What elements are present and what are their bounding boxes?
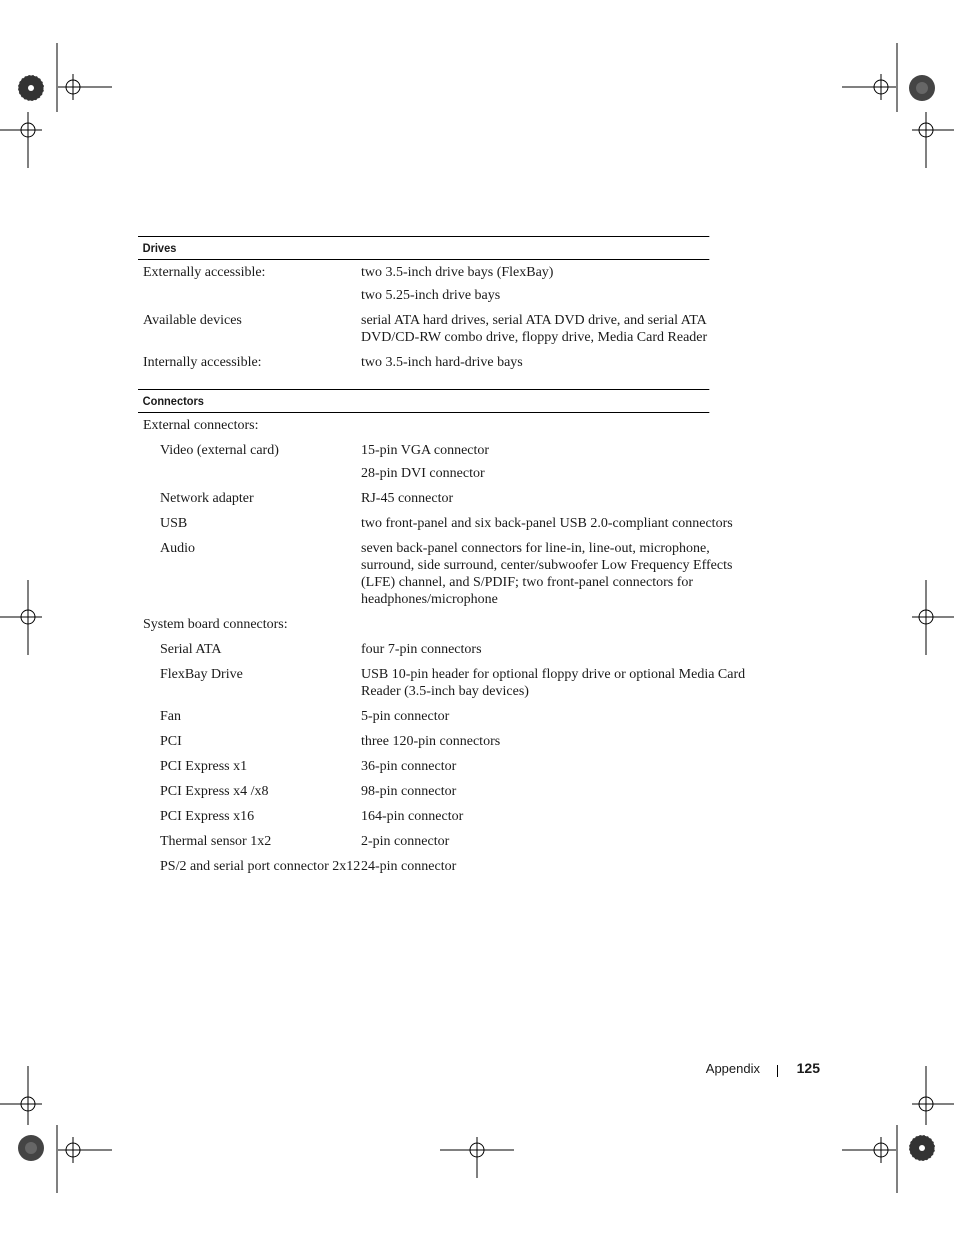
row-label: Thermal sensor 1x2 [160, 834, 272, 849]
table-row [138, 354, 759, 371]
row-label: PCI Express x16 [160, 809, 255, 824]
table-row [138, 287, 759, 304]
footer-divider [777, 1065, 778, 1077]
drives-table [138, 236, 759, 371]
table-row [138, 312, 759, 346]
connectors-rows [138, 413, 759, 875]
registration-target-icon [909, 75, 935, 101]
connectors-table [138, 389, 759, 875]
registration-target-icon [18, 1135, 44, 1161]
table-row [138, 616, 759, 633]
table-row [138, 783, 759, 800]
table-row [138, 540, 759, 608]
row-value: four 7-pin connectors [361, 642, 482, 657]
table-row [138, 733, 759, 750]
row-label: Video (external card) [160, 443, 279, 458]
row-value: two 5.25-inch drive bays [361, 288, 501, 303]
row-label: Externally accessible: [143, 265, 266, 280]
section-heading-drives: Drives [138, 236, 709, 260]
row-label: External connectors: [143, 418, 259, 433]
row-value: two 3.5-inch hard-drive bays [361, 355, 523, 370]
row-label: Network adapter [160, 491, 254, 506]
table-row [138, 666, 759, 700]
row-label: PCI Express x4 /x8 [160, 784, 269, 799]
table-row [138, 858, 759, 875]
table-row [138, 758, 759, 775]
row-value: USB 10-pin header for optional floppy drive or optional Media Card Reader (3.5-inch bay devices) [361, 667, 746, 699]
row-label: Serial ATA [160, 642, 222, 657]
row-value: 36-pin connector [361, 759, 457, 774]
table-row [138, 465, 759, 482]
table-row [138, 417, 759, 434]
row-value: 15-pin VGA connector [361, 443, 490, 458]
row-value: seven back-panel connectors for line-in, line-out, microphone, surround, side surround, center/subwoofer Low Frequency Effects (LFE) channel, and S/PDIF; two front-panel connectors for headphones/microphone [361, 541, 733, 607]
row-label: PCI [160, 734, 182, 749]
row-value: two 3.5-inch drive bays (FlexBay) [361, 265, 554, 280]
table-row [138, 641, 759, 658]
page-number: 125 [796, 1060, 820, 1076]
section-heading-connectors: Connectors [138, 389, 709, 413]
row-label: PCI Express x1 [160, 759, 248, 774]
row-value: two front-panel and six back-panel USB 2.0-compliant connectors [361, 516, 733, 531]
row-value: 164-pin connector [361, 809, 464, 824]
row-label: System board connectors: [143, 617, 288, 632]
footer-section-label: Appendix [705, 1061, 760, 1076]
row-label [138, 287, 361, 304]
row-value [361, 616, 759, 633]
table-row [138, 708, 759, 725]
row-value: 24-pin connector [361, 859, 457, 874]
row-value: three 120-pin connectors [361, 734, 501, 749]
row-label [138, 465, 361, 482]
table-row [138, 490, 759, 507]
row-label: Fan [160, 709, 181, 724]
table-row [138, 442, 759, 459]
table-row [138, 515, 759, 532]
row-value [361, 417, 759, 434]
row-label: FlexBay Drive [160, 667, 243, 682]
registration-target-icon [18, 75, 44, 101]
page-footer [640, 1061, 820, 1081]
row-label: Internally accessible: [143, 355, 262, 370]
row-label: Audio [160, 541, 195, 556]
table-row [138, 808, 759, 825]
row-label: Available devices [143, 313, 242, 328]
registration-target-icon [909, 1135, 935, 1161]
table-row [138, 264, 759, 281]
row-value: RJ-45 connector [361, 491, 454, 506]
row-value: 98-pin connector [361, 784, 457, 799]
table-row [138, 833, 759, 850]
row-value: serial ATA hard drives, serial ATA DVD drive, and serial ATA DVD/CD-RW combo drive, floppy drive, Media Card Reader [361, 313, 708, 345]
drives-rows [138, 260, 759, 371]
row-label: USB [160, 516, 188, 531]
row-value: 2-pin connector [361, 834, 450, 849]
row-label: PS/2 and serial port connector 2x12 [160, 859, 361, 874]
row-value: 5-pin connector [361, 709, 450, 724]
row-value: 28-pin DVI connector [361, 466, 485, 481]
